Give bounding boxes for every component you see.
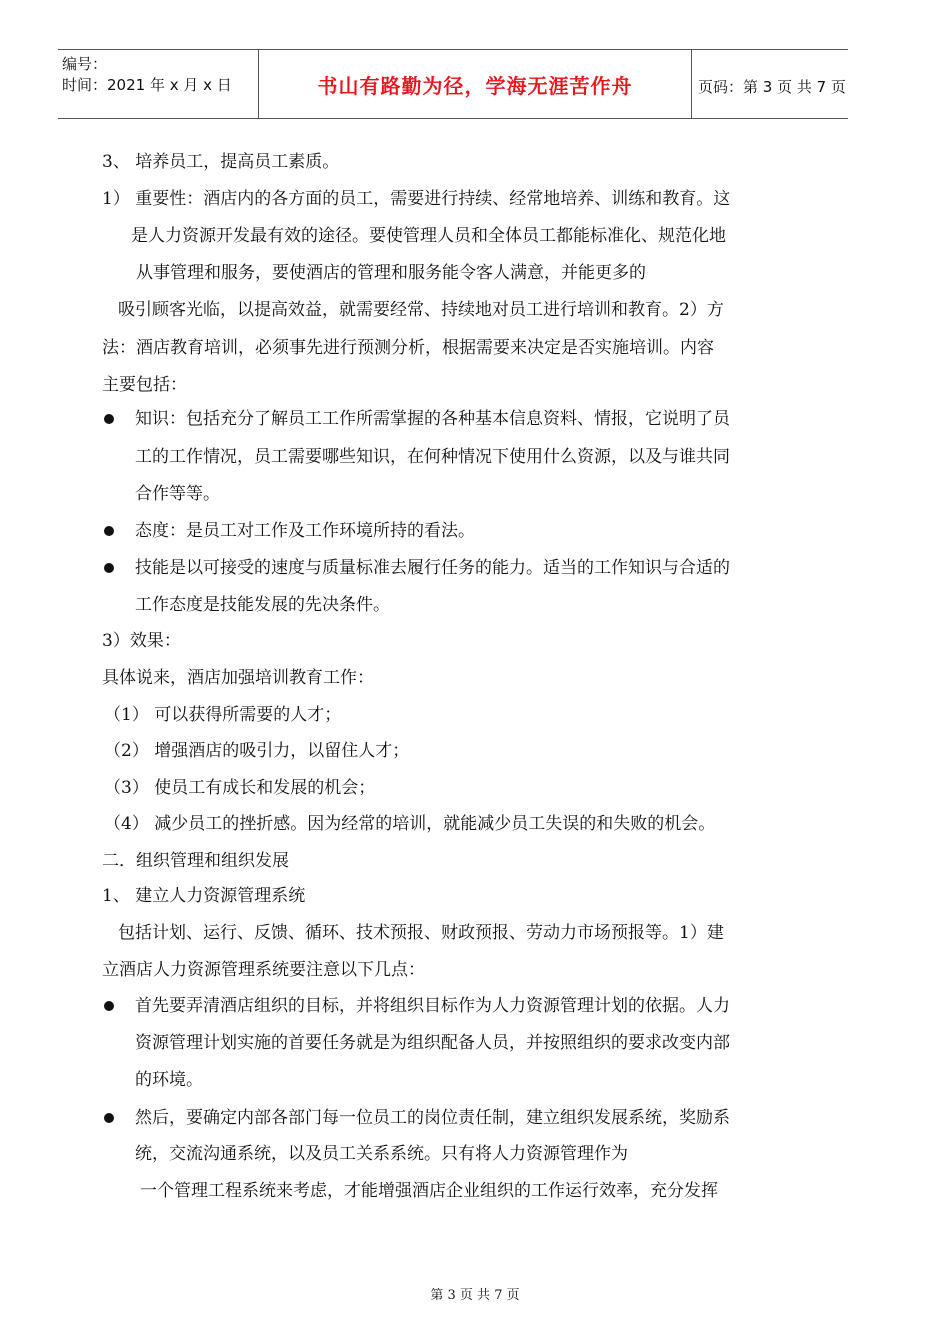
bullet-item-text: 首先要弄清酒店组织的目标，并将组织目标作为人力资源管理计划的依据。人力 xyxy=(135,996,730,1016)
bullet-icon xyxy=(104,1001,114,1011)
bullet-item-text: 态度：是员工对工作及工作环境所持的看法。 xyxy=(135,521,475,541)
bullet-item-text: 工作态度是技能发展的先决条件。 xyxy=(135,595,390,615)
bullet-item-text: 技能是以可接受的速度与质量标准去履行任务的能力。适当的工作知识与合适的 xyxy=(135,558,730,578)
text-line: 3、 培养员工，提高员工素质。 xyxy=(102,152,340,172)
header-right-cell xyxy=(690,50,848,118)
numbered-item: （3） 使员工有成长和发展的机会； xyxy=(104,778,376,798)
header-center-cell xyxy=(258,50,692,118)
section-heading: 二．组织管理和组织发展 xyxy=(102,851,289,871)
text-line: 主要包括： xyxy=(102,375,187,395)
numbered-item: （4） 减少员工的挫折感。因为经常的培训，就能减少员工失误的和失败的机会。 xyxy=(104,814,716,834)
bullet-item-text: 知识：包括充分了解员工工作所需掌握的各种基本信息资料、情报，它说明了员 xyxy=(135,409,730,429)
bullet-item-text: 工的工作情况，员工需要哪些知识，在何种情况下使用什么资源，以及与谁共同 xyxy=(135,447,730,467)
text-line: 具体说来，酒店加强培训教育工作： xyxy=(102,668,374,688)
page-footer: 第 3 页 共 7 页 xyxy=(430,1288,520,1303)
bullet-item-text: 的环境。 xyxy=(135,1070,203,1090)
bullet-icon xyxy=(104,526,114,536)
document-number-label: 编号： xyxy=(62,55,108,73)
text-line: 法：酒店教育培训，必须事先进行预测分析，根据需要来决定是否实施培训。内容 xyxy=(102,338,714,358)
header-left-cell xyxy=(58,50,258,118)
bullet-item-text: 资源管理计划实施的首要任务就是为组织配备人员，并按照组织的要求改变内部 xyxy=(135,1033,730,1053)
document-time-label: 时间：2021 年 x 月 x 日 xyxy=(62,76,232,94)
text-line: 1） 重要性：酒店内的各方面的员工，需要进行持续、经常地培养、训练和教育。这 xyxy=(102,189,731,209)
text-line: 3）效果： xyxy=(102,631,181,651)
page-header xyxy=(58,49,848,119)
text-line: 一个管理工程系统来考虑，才能增强酒店企业组织的工作运行效率，充分发挥 xyxy=(140,1181,718,1201)
subsection-heading: 1、 建立人力资源管理系统 xyxy=(102,886,306,906)
header-page-number: 页码：第 3 页 共 7 页 xyxy=(698,78,846,96)
bullet-icon xyxy=(104,1113,114,1123)
text-line: 是人力资源开发最有效的途径。要使管理人员和全体员工都能标准化、规范化地 xyxy=(131,226,726,246)
bullet-icon xyxy=(104,563,114,573)
text-line: 从事管理和服务，要使酒店的管理和服务能令客人满意，并能更多的 xyxy=(136,263,646,283)
numbered-item: （1） 可以获得所需要的人才； xyxy=(104,705,342,725)
bullet-item-text: 合作等等。 xyxy=(135,484,220,504)
text-line: 立酒店人力资源管理系统要注意以下几点： xyxy=(102,960,425,980)
text-line: 包括计划、运行、反馈、循环、技术预报、财政预报、劳动力市场预报等。1）建 xyxy=(118,923,724,943)
header-motto: 书山有路勤为径，学海无涯苦作舟 xyxy=(317,74,633,98)
bullet-icon xyxy=(104,414,114,424)
numbered-item: （2） 增强酒店的吸引力，以留住人才； xyxy=(104,741,410,761)
bullet-item-text: 然后，要确定内部各部门每一位员工的岗位责任制，建立组织发展系统，奖励系 xyxy=(135,1108,730,1128)
text-line: 吸引顾客光临，以提高效益，就需要经常、持续地对员工进行培训和教育。2）方 xyxy=(118,300,724,320)
bullet-item-text: 统，交流沟通系统，以及员工关系系统。只有将人力资源管理作为 xyxy=(135,1144,628,1164)
